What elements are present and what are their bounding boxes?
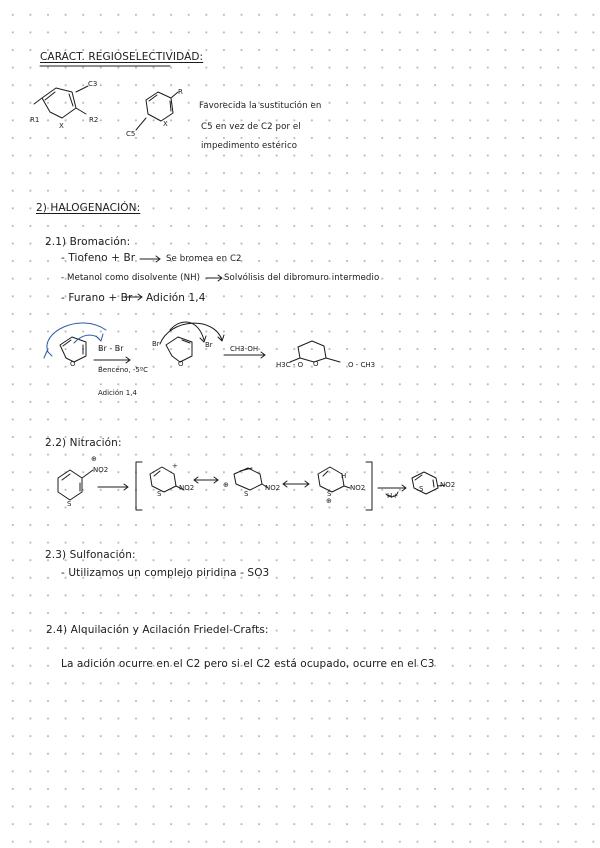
subsection-title-friedel-crafts: 2.4) Alquilación y Acilación Friedel-Crafts:	[46, 624, 269, 636]
label-r2: R2	[89, 116, 99, 124]
sigma-3-s: S	[327, 490, 332, 498]
note-line-2: C5 en vez de C2 por el	[201, 122, 301, 132]
bromination-item-3-right: Adición 1,4	[146, 292, 206, 304]
five-ring-regioselectividad	[34, 86, 88, 118]
nitrothiophene-product	[412, 472, 445, 494]
sigma-2-no2: NO2	[265, 484, 281, 492]
label-c5: C5	[126, 130, 136, 138]
caption-adicion: Adición 1,4	[98, 389, 137, 397]
furan-oxygen: O	[70, 360, 76, 368]
label-r1: R1	[30, 116, 40, 124]
sigma-3-h: H	[341, 472, 347, 480]
thiophene-s: S	[67, 500, 72, 508]
sigma-complex-3	[318, 467, 350, 492]
sigma-3-charge: ⊕	[326, 497, 332, 505]
bracket-left	[136, 462, 142, 510]
proton-loss: H+	[387, 492, 399, 500]
subsection-title-sulfonacion: 2.3) Sulfonación:	[45, 549, 136, 561]
bracket-right	[366, 462, 372, 510]
bromine-left: Br	[152, 340, 160, 348]
bromine-right: Br	[205, 341, 213, 349]
sigma-1-charge: +	[172, 462, 178, 470]
sigma-complex-1	[150, 467, 184, 492]
thiophene-start	[58, 470, 93, 500]
subsection-title-bromacion: 2.1) Bromación:	[45, 236, 131, 248]
product-ring-oxygen: O	[313, 360, 319, 368]
sigma-3-no2: NO2	[350, 484, 366, 492]
label-c3: C3	[88, 80, 98, 88]
product-methoxy-right: O - CH3	[348, 361, 376, 369]
sigma-complex-2	[234, 468, 268, 490]
bromination-item-2-left: - Metanol como disolvente (NH)	[61, 273, 201, 283]
nitronium-charge: ⊕	[91, 455, 97, 463]
reagent-br-br: Br - Br	[98, 344, 124, 353]
sigma-2-s: S	[244, 490, 249, 498]
section-title-regioselectividad: CARACT. REGIOSELECTIVIDAD:	[40, 51, 204, 63]
intermediate-dibromide	[160, 322, 265, 362]
sigma-1-no2: NO2	[179, 484, 195, 492]
label-x-right: X	[163, 120, 168, 128]
bromination-item-1-left: - Tiofeno + Br	[61, 252, 136, 264]
nitronium-no2: NO2	[93, 466, 109, 474]
label-r: R	[178, 88, 183, 96]
bromination-item-1-right: Se bromea en C2	[166, 254, 242, 264]
sulfonacion-text: - Utilizamos un complejo piridina - SO3	[61, 567, 270, 579]
reagent-ch3oh: CH3-OH	[230, 345, 259, 353]
note-line-3: impedimento estérico	[201, 141, 298, 151]
subsection-title-nitracion: 2.2) Nitración:	[45, 437, 122, 449]
bromination-item-2-right: Solvólisis del dibromuro intermedio	[224, 273, 380, 283]
friedel-crafts-text: La adición ocurre en el C2 pero si el C2 está ocupado, ocurre en el C3	[61, 658, 435, 670]
product-no2: NO2	[440, 481, 456, 489]
intermediate-oxygen: O	[178, 360, 184, 368]
note-line-1: Favorecida la sustitución en	[199, 101, 322, 111]
furan-start	[44, 323, 130, 363]
bromination-item-3-left: - Furano + Br	[61, 292, 133, 304]
product-dimethoxy	[290, 341, 340, 362]
solvent-label: Benceno, -5ºC	[98, 366, 149, 374]
product-methoxy-left: H3C - O	[276, 361, 304, 369]
label-x-left: X	[59, 122, 64, 130]
sigma-1-s: S	[157, 490, 162, 498]
sigma-2-charge: ⊕	[223, 481, 229, 489]
product-s: S	[419, 485, 424, 493]
section-title-halogenacion: 2) HALOGENACIÓN:	[36, 202, 141, 214]
six-ring-regioselectividad	[136, 92, 178, 130]
